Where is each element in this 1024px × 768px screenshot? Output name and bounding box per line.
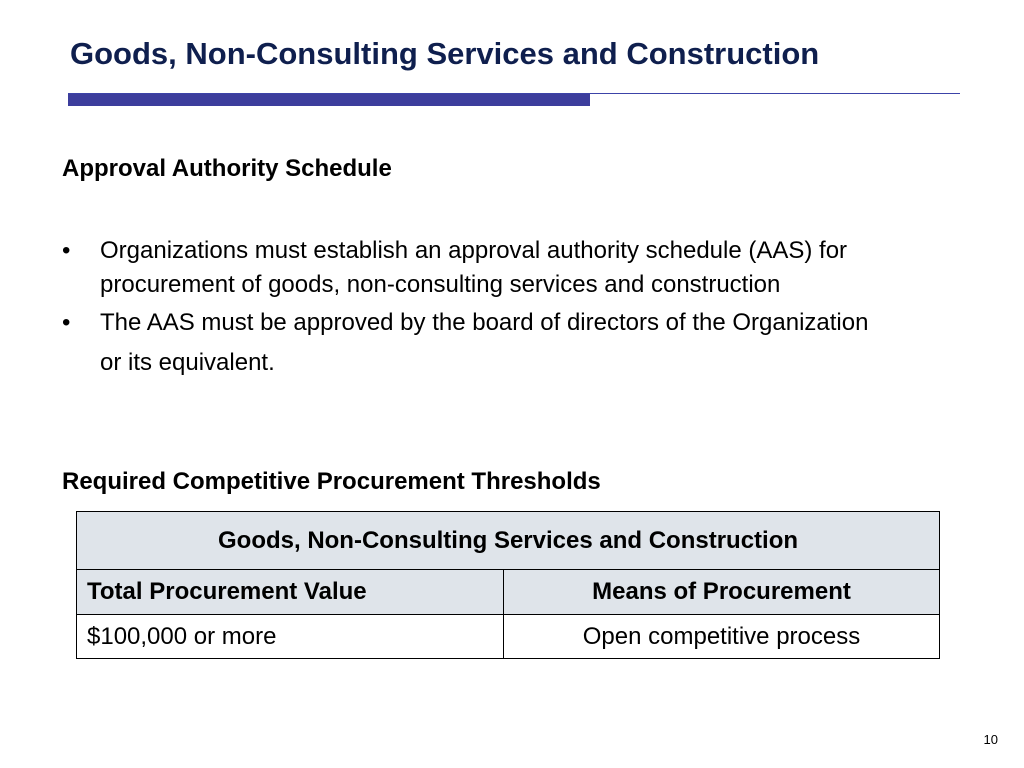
bullet-icon: • xyxy=(62,309,71,336)
means-cell: Open competitive process xyxy=(504,615,940,659)
total-value-cell: $100,000 or more xyxy=(77,615,504,659)
table-title: Goods, Non-Consulting Services and Construction xyxy=(77,512,940,570)
aas-bullet-item xyxy=(62,303,892,383)
title-accent-bar xyxy=(68,94,590,106)
aas-bullet-item xyxy=(62,234,892,302)
bullet-text: The AAS must be approved by the board of directors of the Organization or its equivalent. xyxy=(100,309,869,376)
table-header-row xyxy=(77,570,940,615)
table-row xyxy=(77,615,940,659)
slide-title: Goods, Non-Consulting Services and Construction xyxy=(70,36,820,71)
thresholds-heading: Required Competitive Procurement Thresholds xyxy=(62,468,601,495)
column-header-total-value: Total Procurement Value xyxy=(77,570,504,615)
bullet-text: Organizations must establish an approval authority schedule (AAS) for procurement of goods, non-consulting services and construction xyxy=(100,237,848,298)
page-number: 10 xyxy=(983,732,998,747)
thresholds-table xyxy=(76,511,940,659)
aas-bullet-list xyxy=(62,234,892,383)
column-header-means: Means of Procurement xyxy=(504,570,940,615)
approval-authority-heading: Approval Authority Schedule xyxy=(62,155,392,182)
table-title-row xyxy=(77,512,940,570)
bullet-icon: • xyxy=(62,237,71,264)
